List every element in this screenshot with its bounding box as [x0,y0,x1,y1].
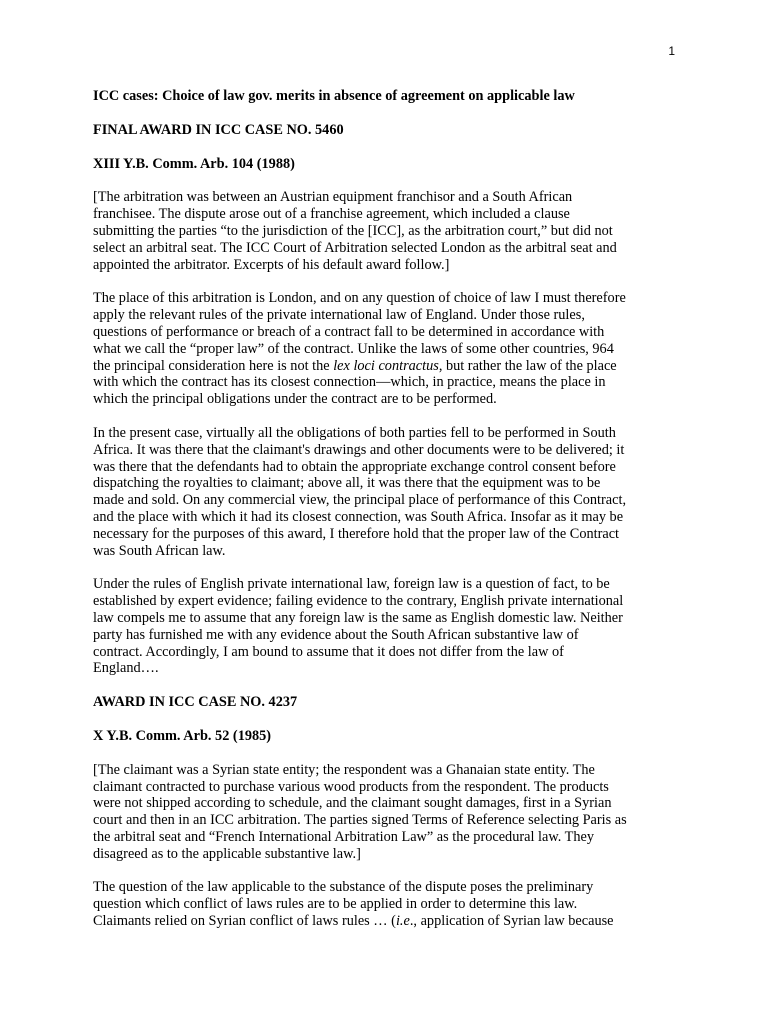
case-5460-proper-law-paragraph [93,290,678,408]
text-line: question which conflict of laws rules are to be applied in order to determine this law. [93,896,578,913]
text-line: The question of the law applicable to the substance of the dispute poses the preliminary [93,879,594,896]
text-line: claimant contracted to purchase various wood products from the respondent. The products [93,778,609,795]
text-line: was there that the defendants had to obtain the appropriate exchange control consent before [93,458,616,475]
text-line: with which the contract has its closest connection—which, in practice, means the place in [93,374,606,391]
text-line: [The arbitration was between an Austrian equipment franchisor and a South African [93,189,573,206]
text-segment: the principal consideration here is not the [93,357,334,374]
text-line: The place of this arbitration is London, and on any question of choice of law I must therefore [93,290,626,307]
case-4237-intro-paragraph [93,762,678,863]
text-line: [The claimant was a Syrian state entity; the respondent was a Ghanaian state entity. The [93,761,595,778]
text-line [93,358,678,375]
text-line: and the place with which it had its closest connection, was South Africa. Insofar as it may be [93,508,624,525]
document-body [93,88,678,947]
case-4237-citation: X Y.B. Comm. Arb. 52 (1985) [93,727,272,744]
text-line: submitting the parties “to the jurisdiction of the [ICC], as the arbitration court,” but did not [93,222,613,239]
text-line: court and then in an ICC arbitration. The parties signed Terms of Reference selecting Paris as [93,812,627,829]
text-line: law compels me to assume that any foreign law is the same as English domestic law. Neither [93,609,623,626]
case-5460-performance-paragraph [93,425,678,559]
text-segment: , but rather the law of the place [438,357,617,374]
text-line: contract. Accordingly, I am bound to assume that it does not differ from the law of [93,643,564,660]
text-line: established by expert evidence; failing evidence to the contrary, English private international [93,593,624,610]
text-line: necessary for the purposes of this award, I therefore hold that the proper law of the Contract [93,525,620,542]
case-4237-heading: AWARD IN ICC CASE NO. 4237 [93,694,298,711]
text-line: were not shipped according to schedule, and the claimant sought damages, first in a Syrian [93,795,612,812]
text-line: Under the rules of English private international law, foreign law is a question of fact, to be [93,576,610,593]
text-line: select an arbitral seat. The ICC Court of Arbitration selected London as the arbitral seat and [93,239,617,256]
text-line: made and sold. On any commercial view, the principal place of performance of this Contract, [93,492,627,509]
text-line: Africa. It was there that the claimant's drawings and other documents were to be delivered; it [93,441,625,458]
text-line: apply the relevant rules of the private international law of England. Under those rules, [93,307,585,324]
text-line: appointed the arbitrator. Excerpts of his default award follow.] [93,256,450,273]
text-segment: Claimants relied on Syrian conflict of laws rules … ( [93,913,396,930]
text-line: disagreed as to the applicable substantive law.] [93,845,361,862]
text-segment: ., application of Syrian law because [409,913,614,930]
text-line: questions of performance or breach of a contract fall to be determined in accordance with [93,323,605,340]
case-5460-intro-paragraph [93,189,678,273]
case-4237-applicable-law-paragraph [93,879,678,929]
text-line: which the principal obligations under the contract are to be performed. [93,391,497,408]
document-title: ICC cases: Choice of law gov. merits in absence of agreement on applicable law [93,88,575,104]
text-line: what we call the “proper law” of the contract. Unlike the laws of some other countries, 964 [93,340,614,357]
page-number: 1 [668,44,675,58]
case-5460-citation: XIII Y.B. Comm. Arb. 104 (1988) [93,155,295,172]
text-line: England…. [93,660,159,677]
case-5460-heading: FINAL AWARD IN ICC CASE NO. 5460 [93,121,344,138]
text-line: dispatching the royalties to claimant; above all, it was there that the equipment was to be [93,475,601,492]
italic-term: i.e [395,913,410,930]
text-line: the arbitral seat and “French International Arbitration Law” as the procedural law. They [93,828,594,845]
case-5460-foreign-law-paragraph [93,576,678,677]
text-line: In the present case, virtually all the obligations of both parties fell to be performed in South [93,424,616,441]
italic-term: lex loci contractus [333,357,439,374]
text-line: party has furnished me with any evidence about the South African substantive law of [93,626,579,643]
text-line [93,913,678,930]
text-line: franchisee. The dispute arose out of a franchise agreement, which included a clause [93,206,570,223]
text-line: was South African law. [93,542,226,559]
